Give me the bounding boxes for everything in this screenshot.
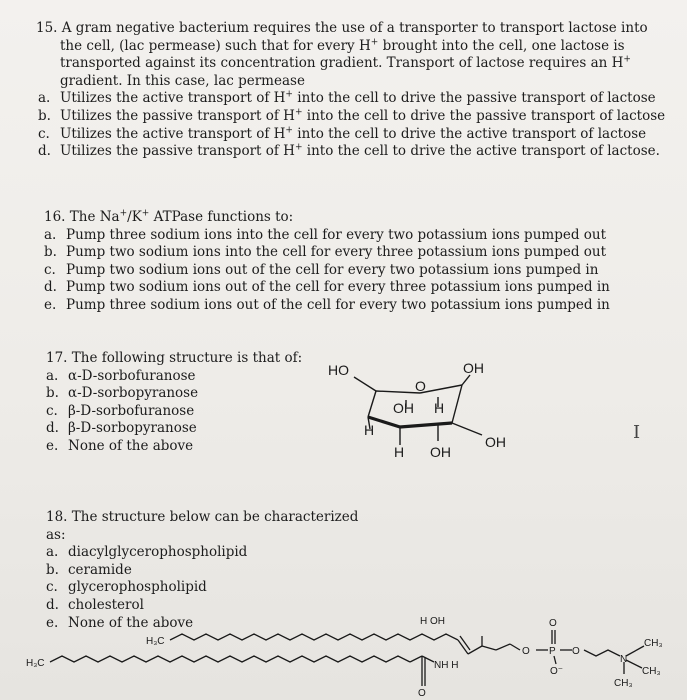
label-h-bottom: H [394, 444, 405, 460]
option-17c[interactable]: c. β-D-sorbofuranose [46, 402, 195, 419]
label-oh-ring: OH [393, 400, 414, 416]
option-17e[interactable]: e. None of the above [46, 437, 194, 454]
label-oh-top: OH [463, 360, 484, 376]
option-16b[interactable]: b. Pump two sodium ions into the cell for every three potassium ions pumped out [44, 244, 607, 261]
question-16-options [44, 226, 610, 315]
option-16e[interactable]: e. Pump three sodium ions out of the cell for every two potassium ions pumped in [44, 296, 610, 313]
option-16a[interactable]: a. Pump three sodium ions into the cell for every two potassium ions pumped out [44, 226, 607, 243]
option-17b[interactable]: b. α-D-sorbopyranose [46, 385, 199, 402]
option-18d[interactable]: d. cholesterol [46, 596, 144, 613]
question-17-options [46, 368, 346, 456]
sugar-structure [320, 355, 540, 470]
question-15 [36, 20, 666, 161]
label-ho: HO [328, 362, 349, 378]
question-15-stem: 15. A gram negative bacterium requires the use of a transporter to transport lactose into the cell, (lac permease) such that for every H+ brought into the cell, one lactose is transported against its concentration gradient. Transport of lactose requires an H+ gradient. In this case, lac permease [36, 20, 648, 89]
label-n-plus: N [620, 654, 628, 665]
label-ring-o: O [415, 378, 426, 394]
option-15a[interactable]: a. Utilizes the active transport of H+ into the cell to drive the passive transport of lactose [38, 89, 656, 107]
label-p: P [549, 646, 556, 657]
option-15d[interactable]: d. Utilizes the passive transport of H+ into the cell to drive the active transport of lactose. [38, 142, 660, 160]
question-17-stem: 17. The following structure is that of: [46, 350, 303, 366]
lipid-structure [20, 610, 680, 700]
question-15-options [38, 89, 666, 160]
option-18e[interactable]: e. None of the above [46, 614, 194, 631]
option-15b[interactable]: b. Utilizes the passive transport of H+ into the cell to drive the passive transport of lactose [38, 107, 666, 124]
question-17 [46, 350, 346, 456]
option-18b[interactable]: b. ceramide [46, 561, 132, 578]
label-o-minus: O⁻ [550, 666, 564, 677]
label-h-left: H [364, 422, 375, 438]
label-h3c-upper: H₃C [146, 636, 165, 647]
question-18-stem: 18. The structure below can be characterized as: [46, 509, 359, 543]
option-18a[interactable]: a. diacylglycerophospholipid [46, 544, 248, 561]
label-h-ring: H [434, 400, 445, 416]
text-cursor-icon: I [633, 422, 641, 443]
label-nh-h: NH H [434, 660, 459, 671]
label-h-oh: H OH [420, 616, 445, 627]
option-16d[interactable]: d. Pump two sodium ions out of the cell for every three potassium ions pumped in [44, 279, 610, 296]
label-o-right: O [572, 646, 580, 657]
label-oh-bottom: OH [430, 444, 451, 460]
question-16 [44, 208, 610, 315]
label-oh-right: OH [485, 434, 506, 450]
option-16c[interactable]: c. Pump two sodium ions out of the cell for every two potassium ions pumped in [44, 261, 599, 278]
option-18c[interactable]: c. glycerophospholipid [46, 579, 207, 596]
label-h3c-lower: H₃C [26, 658, 45, 669]
label-o-phos-top: O [549, 618, 557, 629]
label-ch3-c: CH₃ [614, 678, 633, 689]
option-15c[interactable]: c. Utilizes the active transport of H+ into the cell to drive the active transport of lactose [38, 125, 647, 142]
label-o-left: O [522, 646, 530, 657]
option-17d[interactable]: d. β-D-sorbopyranose [46, 420, 197, 437]
option-17a[interactable]: a. α-D-sorbofuranose [46, 367, 196, 384]
question-16-stem: 16. The Na+/K+ ATPase functions to: [44, 208, 294, 225]
label-o-bottom: O [418, 688, 426, 699]
label-ch3-b: CH₃ [642, 666, 661, 677]
label-ch3-a: CH₃ [644, 638, 663, 649]
